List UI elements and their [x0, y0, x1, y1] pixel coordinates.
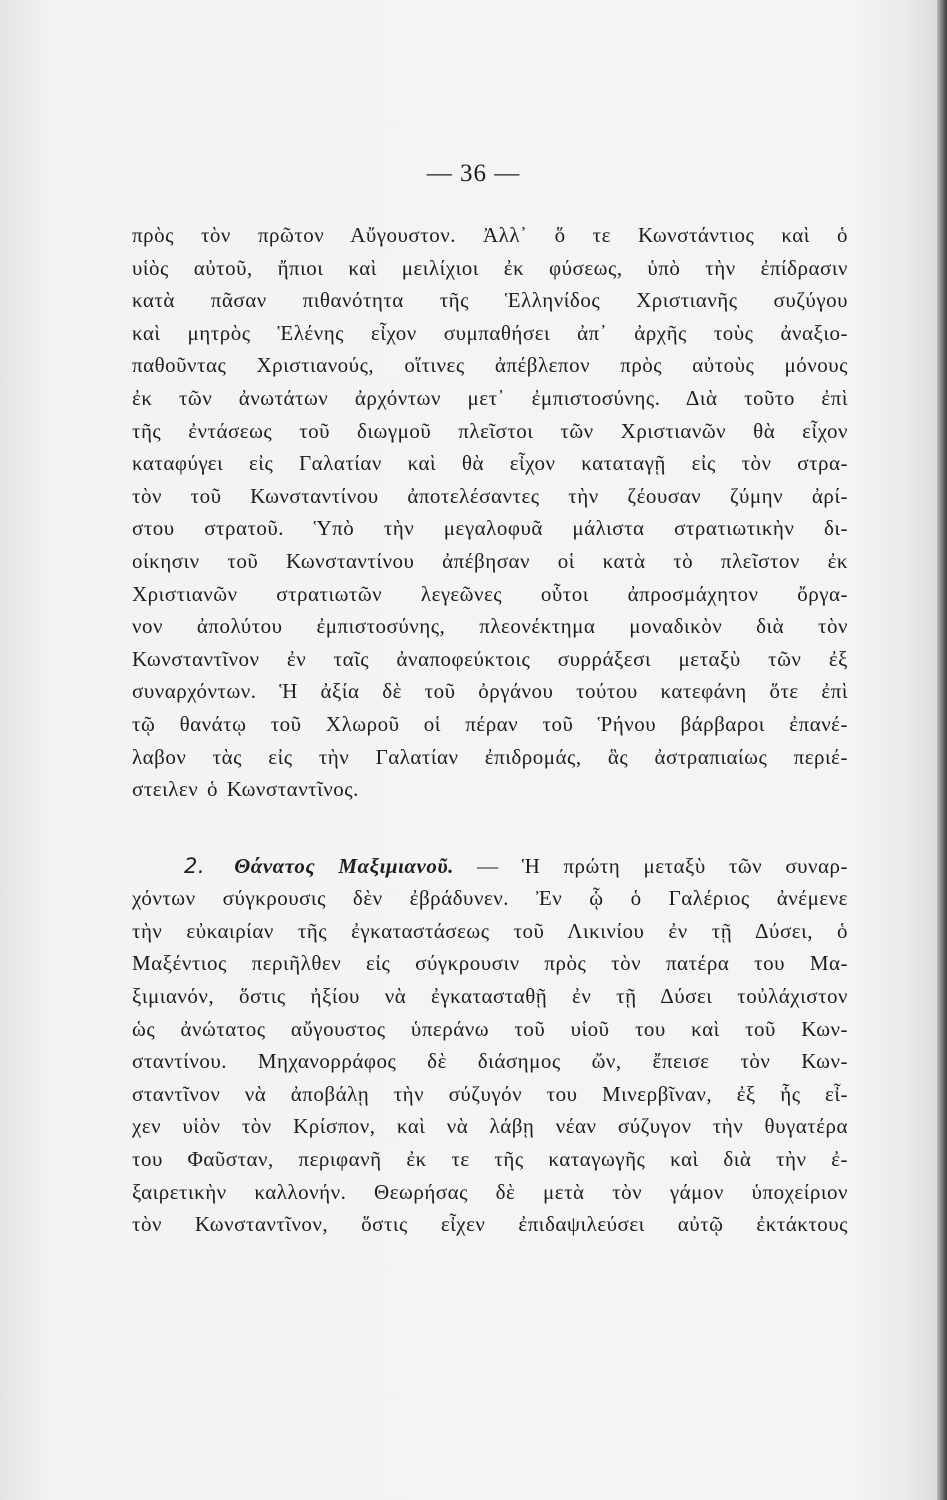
text-line: στειλεν ὁ Κωνσταντῖνος.	[132, 777, 359, 802]
text-line: νον ἀπολύτου ἐμπιστοσύνης, πλεονέκτημα μοναδικὸν διὰ τὸν	[132, 614, 848, 639]
text-line: τὸν τοῦ Κωνσταντίνου ἀποτελέσαντες τὴν ζέουσαν ζύμην ἀρί-	[132, 483, 848, 508]
text-line: σταντῖνον νὰ ἀποβάλῃ τὴν σύζυγόν του Μινερβῖναν, ἐξ ἧς εἶ-	[132, 1081, 848, 1106]
text-line: τῷ θανάτῳ τοῦ Χλωροῦ οἱ πέραν τοῦ Ῥήνου βάρβαροι ἐπανέ-	[132, 711, 848, 736]
page-edge-shadow	[937, 0, 947, 1500]
section-heading-line	[132, 850, 848, 883]
text-line: Κωνσταντῖνον ἐν ταῖς ἀναποφεύκτοις συρράξεσι μεταξὺ τῶν ἐξ	[132, 646, 848, 671]
text-line: χόντων σύγκρουσις δὲν ἐβράδυνεν. Ἐν ᾧ ὁ Γαλέριος ἀνέμενε	[132, 886, 848, 911]
text-line: ὡς ἀνώτατος αὔγουστος ὑπεράνω τοῦ υἱοῦ του καὶ τοῦ Κων-	[132, 1016, 848, 1041]
text-line: στου στρατοῦ. Ὑπὸ τὴν μεγαλοφυᾶ μάλιστα στρατιωτικὴν δι-	[132, 516, 848, 541]
text-line: Χριστιανῶν στρατιωτῶν λεγεῶνες οὗτοι ἀπροσμάχητον ὄργα-	[132, 581, 848, 606]
text-line: τὸν Κωνσταντῖνον, ὅστις εἶχεν ἐπιδαψιλεύσει αὐτῷ ἐκτάκτους	[132, 1212, 848, 1237]
text-line: του Φαῦσταν, περιφανῆ ἐκ τε τῆς καταγωγῆς καὶ διὰ τὴν ἐ-	[132, 1147, 848, 1172]
text-line: παθοῦντας Χριστιανούς, οἵτινες ἀπέβλεπον πρὸς αὐτοὺς μόνους	[132, 353, 848, 378]
section-number: 2.	[184, 853, 206, 878]
text-line: τῆς ἐντάσεως τοῦ διωγμοῦ πλεῖστοι τῶν Χριστιανῶν θὰ εἶχον	[132, 418, 848, 443]
section-gap	[132, 806, 848, 850]
body-text	[132, 219, 848, 1241]
text-line: ξιμιανόν, ὅστις ἠξίου νὰ ἐγκατασταθῇ ἐν τῇ Δύσει τοὐλάχιστον	[132, 984, 848, 1009]
text-line: πρὸς τὸν πρῶτον Αὔγουστον. Ἀλλ᾽ ὅ τε Κωνστάντιος καὶ ὁ	[132, 223, 848, 247]
text-line: λαβον τὰς εἰς τὴν Γαλατίαν ἐπιδρομάς, ἃς ἀστραπιαίως περιέ-	[132, 744, 848, 769]
text-line: χεν υἱὸν τὸν Κρίσπον, καὶ νὰ λάβῃ νέαν σύζυγον τὴν θυγατέρα	[132, 1114, 848, 1139]
text-line: τὴν εὐκαιρίαν τῆς ἐγκαταστάσεως τοῦ Λικινίου ἐν τῇ Δύσει, ὁ	[132, 918, 848, 943]
text-line: Μαξέντιος περιῆλθεν εἰς σύγκρουσιν πρὸς τὸν πατέρα του Μα-	[132, 951, 848, 976]
text-line: καταφύγει εἰς Γαλατίαν καὶ θὰ εἶχον καταταγῇ εἰς τὸν στρα-	[132, 451, 848, 476]
section-2	[132, 850, 848, 1241]
text-line: ξαιρετικὴν καλλονήν. Θεωρήσας δὲ μετὰ τὸν γάμον ὑποχείριον	[132, 1179, 848, 1204]
section-first-line: — Ἡ πρώτη μεταξὺ τῶν συναρ-	[477, 853, 848, 878]
text-line: κατὰ πᾶσαν πιθανότητα τῆς Ἑλληνίδος Χριστιανῆς συζύγου	[132, 288, 848, 313]
text-line: οίκησιν τοῦ Κωνσταντίνου ἀπέβησαν οἱ κατὰ τὸ πλεῖστον ἐκ	[132, 548, 848, 573]
text-line: καὶ μητρὸς Ἑλένης εἶχον συμπαθήσει ἀπ᾽ ἀρχῆς τοὺς ἀναξιο-	[132, 320, 848, 345]
section-title: Θάνατος Μαξιμιανοῦ.	[234, 853, 454, 878]
text-line: ἐκ τῶν ἀνωτάτων ἀρχόντων μετ᾽ ἐμπιστοσύνης. Διὰ τοῦτο ἐπὶ	[132, 385, 848, 410]
page-number: — 36 —	[426, 160, 521, 187]
text-line: συναρχόντων. Ἡ ἀξία δὲ τοῦ ὀργάνου τούτου κατεφάνη ὅτε ἐπὶ	[132, 679, 848, 704]
text-line: σταντίνου. Μηχανορράφος δὲ διάσημος ὤν, ἔπεισε τὸν Κων-	[132, 1049, 848, 1074]
paragraph-1	[132, 219, 848, 806]
text-line: υἱὸς αὐτοῦ, ἤπιοι καὶ μειλίχιοι ἐκ φύσεως, ὑπὸ τὴν ἐπίδρασιν	[132, 255, 848, 280]
